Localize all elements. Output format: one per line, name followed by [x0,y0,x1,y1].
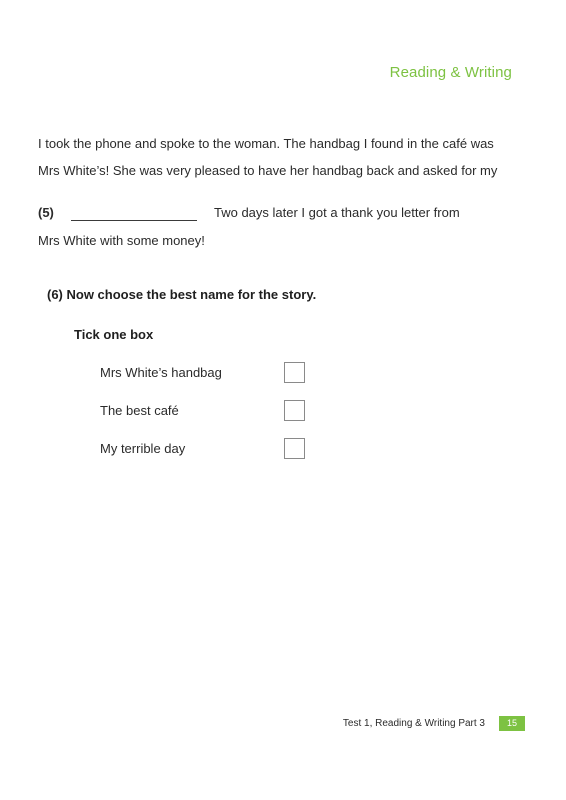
passage-line-1: I took the phone and spoke to the woman. The handbag I found in the café was [38,136,494,151]
option-label: Mrs White’s handbag [100,365,222,380]
page-number-badge: 15 [499,716,525,731]
option-row [100,362,305,384]
instruction-text: Tick one box [74,327,154,342]
question-prompt: (6) Now choose the best name for the story. [47,287,317,302]
section-title: Reading & Writing [389,64,512,81]
passage-line-3: Two days later I got a thank you letter from [214,205,460,220]
option-checkbox[interactable] [284,400,305,421]
passage-line-2: Mrs White’s! She was very pleased to have her handbag back and asked for my [38,163,498,178]
gap-row [38,205,518,223]
gap-number: (5) [38,205,54,220]
option-checkbox[interactable] [284,438,305,459]
option-label: The best café [100,403,179,418]
footer-text: Test 1, Reading & Writing Part 3 [342,718,485,729]
passage-line-4: Mrs White with some money! [38,233,205,248]
answer-blank[interactable] [71,220,197,221]
option-label: My terrible day [100,441,186,456]
option-checkbox[interactable] [284,362,305,383]
option-row [100,400,305,422]
option-row [100,438,305,460]
